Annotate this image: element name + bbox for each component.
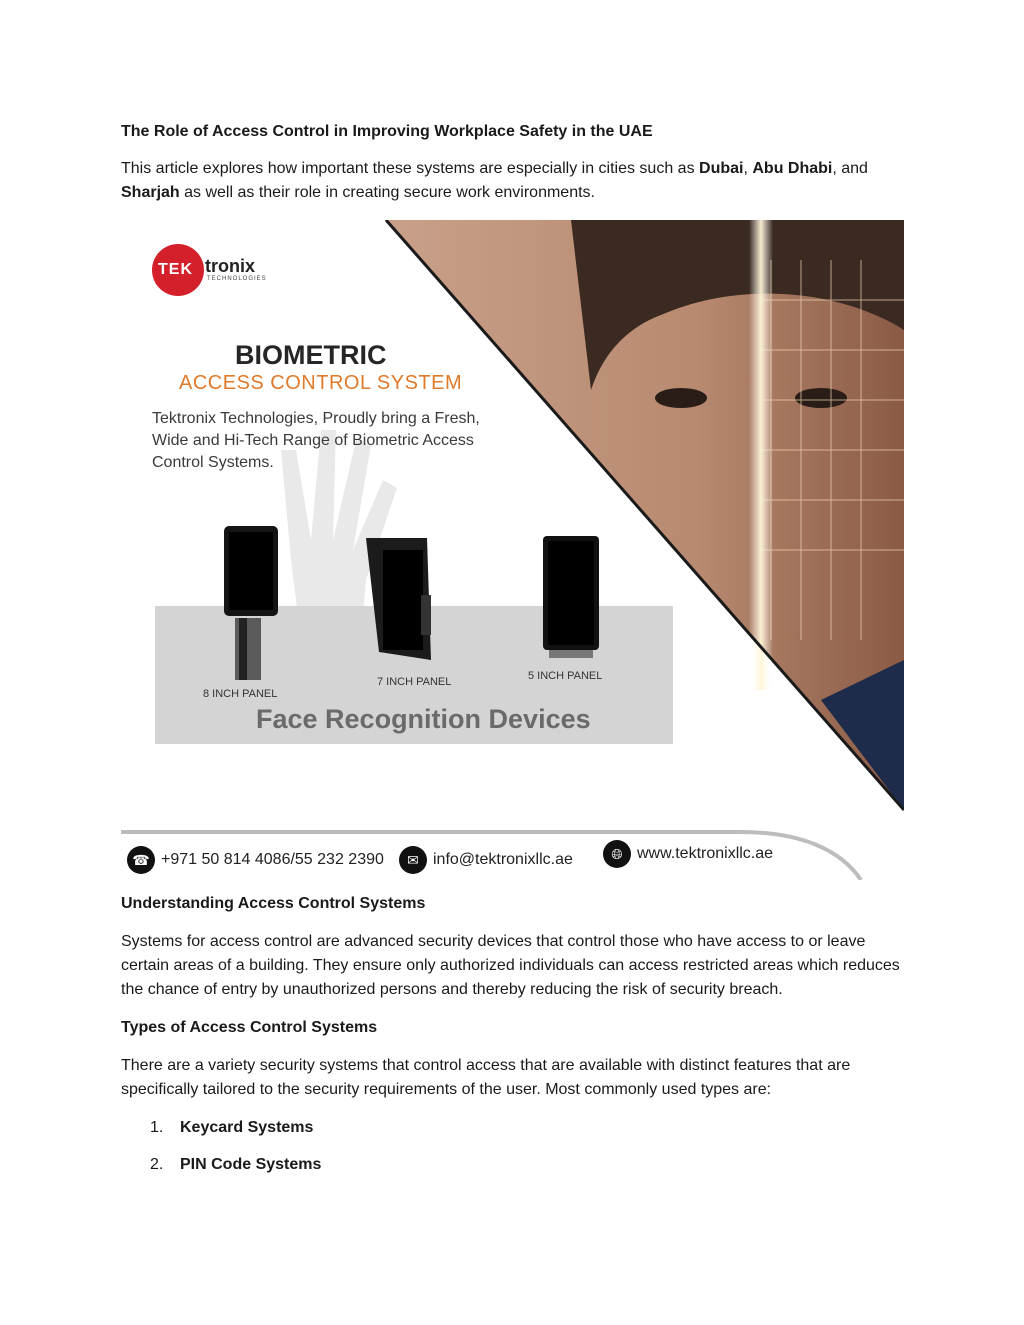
city-abu-dhabi: Abu Dhabi bbox=[752, 160, 833, 177]
contact-email bbox=[399, 840, 573, 880]
logo-wordmark: tronix bbox=[205, 256, 256, 276]
list-item bbox=[150, 1153, 321, 1177]
list-label: PIN Code Systems bbox=[180, 1156, 322, 1173]
device-7-inch bbox=[366, 538, 431, 660]
intro-text-2: as well as their role in creating secure work environments. bbox=[179, 184, 595, 201]
logo-subtext: TECHNOLOGIES bbox=[207, 276, 267, 282]
device-8-inch bbox=[224, 526, 278, 680]
section-heading-understanding: Understanding Access Control Systems bbox=[121, 895, 426, 912]
intro-sep-1: , bbox=[743, 160, 753, 177]
banner-subheading: ACCESS CONTROL SYSTEM bbox=[179, 372, 463, 394]
banner-heading: BIOMETRIC bbox=[235, 340, 387, 370]
intro-paragraph bbox=[121, 157, 911, 205]
section-body-understanding: Systems for access control are advanced security devices that control those who have access to or leave certain areas of a building. They ensure only authorized individuals can access restricted areas which reduces the chance of entry by unauthorized persons and thereby reducing the risk of security breach. bbox=[121, 933, 900, 998]
contact-website bbox=[603, 834, 773, 874]
list-label: Keycard Systems bbox=[180, 1119, 314, 1136]
contact-phone bbox=[127, 840, 384, 880]
intro-sep-2: , and bbox=[832, 160, 868, 177]
intro-text-1: This article explores how important these systems are especially in cities such as bbox=[121, 160, 700, 177]
tektronix-logo: TEK bbox=[152, 244, 204, 296]
page-title: The Role of Access Control in Improving Workplace Safety in the UAE bbox=[121, 123, 653, 140]
device-label-8-inch: 8 INCH PANEL bbox=[203, 688, 278, 700]
city-dubai: Dubai bbox=[699, 160, 744, 177]
city-sharjah: Sharjah bbox=[121, 184, 180, 201]
device-label-7-inch: 7 INCH PANEL bbox=[377, 676, 452, 688]
globe-icon: 🌐︎ bbox=[603, 840, 631, 868]
email-address: info@tektronixllc.ae bbox=[433, 851, 573, 868]
envelope-icon: ✉ bbox=[399, 846, 427, 874]
devices-illustration bbox=[121, 220, 904, 880]
device-label-5-inch: 5 INCH PANEL bbox=[528, 670, 603, 682]
biometric-banner-image bbox=[121, 220, 904, 880]
phone-icon: ☎ bbox=[127, 846, 155, 874]
list-number: 2. bbox=[150, 1156, 164, 1173]
list-item bbox=[150, 1116, 313, 1140]
phone-number: +971 50 814 4086/55 232 2390 bbox=[161, 851, 384, 868]
banner-description: Tektronix Technologies, Proudly bring a Fresh, Wide and Hi-Tech Range of Biometric Access Control Systems. bbox=[152, 410, 480, 471]
website-url: www.tektronixllc.ae bbox=[637, 845, 774, 862]
list-number: 1. bbox=[150, 1119, 164, 1136]
section-heading-types: Types of Access Control Systems bbox=[121, 1019, 378, 1036]
face-recognition-title: Face Recognition Devices bbox=[256, 704, 591, 734]
device-5-inch bbox=[543, 536, 599, 658]
section-body-types: There are a variety security systems that control access that are available with distinct features that are specifically tailored to the security requirements of the user. Most commonly used types are: bbox=[121, 1057, 851, 1098]
